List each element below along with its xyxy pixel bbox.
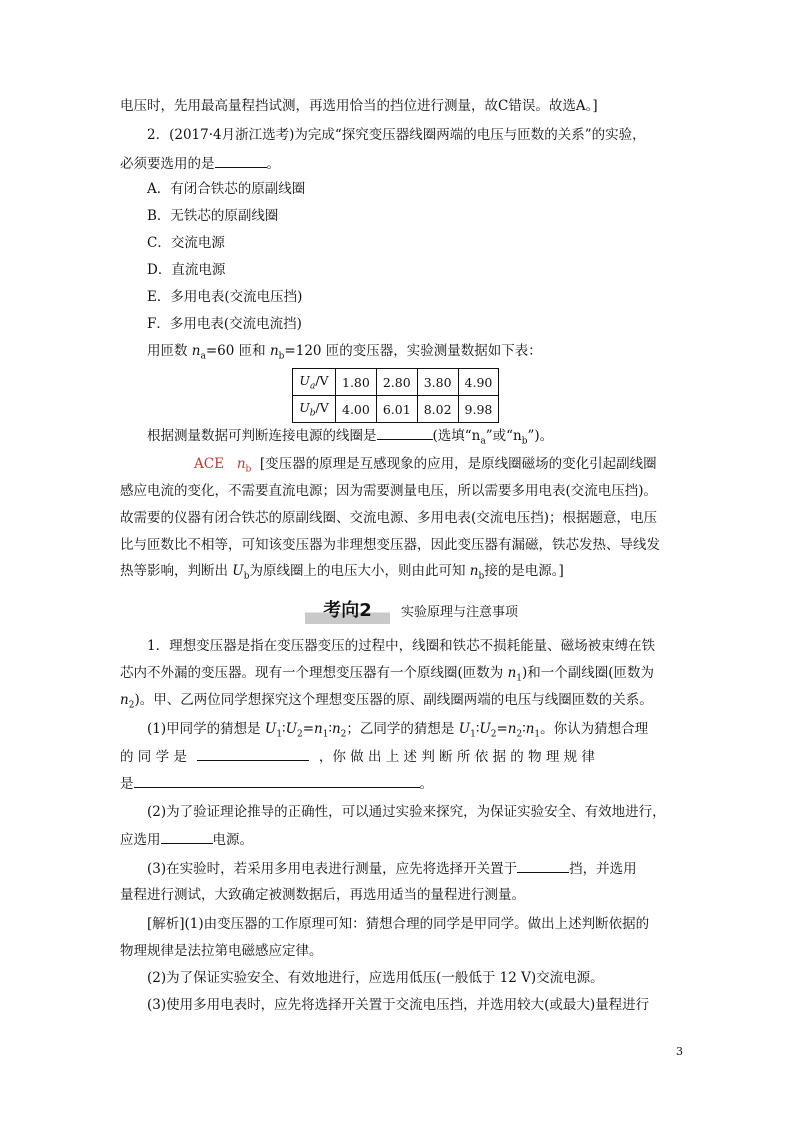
question-text: (3)在实验时，若采用多用电表进行测量，应先将选择开关置于 bbox=[147, 861, 518, 877]
symbol-u: U bbox=[299, 372, 310, 388]
q1-sub1-line3 bbox=[120, 773, 433, 794]
table-cell: 4.90 bbox=[458, 369, 499, 396]
option-d bbox=[147, 260, 225, 280]
symbol-sub: 2 bbox=[296, 729, 303, 740]
setup-text: 用匝数 bbox=[147, 343, 192, 359]
symbol-n: n bbox=[120, 692, 129, 708]
question-text: 芯内不外漏的变压器。现有一个理想变压器有一个原线圈(匝数为 bbox=[120, 665, 508, 681]
answer-blank bbox=[377, 425, 433, 440]
judge-text: ”)。 bbox=[527, 428, 554, 444]
symbol-n: n bbox=[269, 343, 279, 359]
symbol-sub: b bbox=[521, 436, 528, 447]
stem-text: 必须要选用的是 bbox=[120, 156, 215, 172]
symbol-sub: 1 bbox=[516, 673, 522, 684]
question-text: 。 bbox=[419, 776, 433, 792]
judge-text: (选填“n bbox=[432, 428, 481, 444]
symbol-sub: b bbox=[278, 351, 285, 362]
solution-text: 物理规律是法拉第电磁感应定律。 bbox=[120, 943, 323, 959]
answer-blank bbox=[215, 153, 267, 168]
judge-text: ”或“n bbox=[485, 428, 522, 444]
symbol-n: n bbox=[525, 721, 535, 737]
question-2-stem-line2 bbox=[120, 153, 280, 174]
symbol-sub: 2 bbox=[128, 700, 135, 711]
symbol-sub: 2 bbox=[340, 729, 347, 740]
answer-symbol: n bbox=[236, 456, 246, 472]
answer-blank bbox=[517, 858, 569, 873]
question-text: 挡，并选用 bbox=[569, 861, 637, 877]
page-number: 3 bbox=[676, 1045, 683, 1058]
formula-2: U bbox=[458, 721, 471, 737]
explanation-text: 为原线圈上的电压大小，则由此可知 bbox=[249, 563, 470, 579]
symbol-u: U bbox=[299, 399, 310, 415]
symbol-sub: a bbox=[309, 381, 316, 392]
measurement-table bbox=[292, 368, 499, 423]
table-row bbox=[293, 369, 499, 396]
question-text: ；乙同学的猜想是 bbox=[346, 721, 459, 737]
option-label: B．无铁芯的原副线圈 bbox=[147, 208, 279, 224]
question-text: 的 同 学 是 bbox=[120, 749, 187, 765]
table-header-cell bbox=[293, 396, 336, 423]
explanation-text: 比与匝数比不相等，可知该变压器为非理想变压器，因此变压器有漏磁，铁芯发热、导线发 bbox=[120, 537, 660, 553]
q1-line3 bbox=[120, 690, 653, 716]
symbol-sub: 1 bbox=[534, 729, 541, 740]
stem-text: 。 bbox=[266, 156, 280, 172]
option-label: C．交流电源 bbox=[147, 235, 225, 251]
symbol-sub: a bbox=[200, 351, 206, 362]
explanation-text: 接的是电源。] bbox=[484, 563, 564, 579]
symbol-sub: b bbox=[243, 571, 250, 582]
question-2-stem-text: 2．(2017·4月浙江选考)为完成“探究变压器线圈两端的电压与匝数的关系”的实验， bbox=[147, 127, 646, 143]
text-line bbox=[120, 96, 598, 116]
q1-sub1-line1: (1)甲同学的猜想是 $U_1∶U_2=n_1∶n_2$；乙同学的猜想是 $U_1∶U_2=n_2∶n_1$。你认为猜想合理 bbox=[147, 721, 649, 740]
section-title: 考向2 bbox=[305, 598, 390, 624]
symbol-n: n bbox=[469, 563, 479, 579]
symbol-sub: a bbox=[480, 436, 486, 447]
table-cell: 8.02 bbox=[417, 396, 458, 423]
symbol-n: n bbox=[507, 721, 517, 737]
option-b bbox=[147, 206, 278, 226]
answer-explanation-line1 bbox=[194, 454, 657, 480]
option-e bbox=[147, 287, 302, 307]
question-text: (1)甲同学的猜想是 bbox=[147, 721, 265, 737]
setup-text: =60 匝和 bbox=[205, 343, 270, 359]
table-cell: 1.80 bbox=[336, 369, 377, 396]
explanation-line5 bbox=[120, 561, 564, 587]
option-f bbox=[147, 314, 302, 334]
question-text: 电源。 bbox=[212, 832, 253, 848]
q1-sub2-line2 bbox=[120, 829, 253, 850]
question-text: 量程进行测试，大致确定被测数据后，再选用适当的量程进行测量。 bbox=[120, 887, 525, 903]
explanation-text: 感应电流的变化，不需要直流电源；因为需要测量电压，所以需要多用电表(交流电压挡)。 bbox=[120, 483, 658, 499]
solution-line1 bbox=[147, 914, 649, 934]
question-2-stem bbox=[147, 125, 646, 145]
judge-question bbox=[147, 425, 553, 452]
symbol-sub: b bbox=[478, 571, 485, 582]
unit: /V bbox=[315, 399, 329, 415]
question-text: (2)为了验证理论推导的正确性，可以通过实验来探究，为保证实验安全、有效地进行， bbox=[147, 804, 666, 820]
symbol-sub: b bbox=[245, 464, 252, 475]
symbol-n: n bbox=[314, 721, 323, 737]
option-label: F．多用电表(交流电流挡) bbox=[147, 316, 302, 332]
symbol-n: n bbox=[191, 343, 201, 359]
solution-line3 bbox=[147, 968, 604, 988]
question-text: ，你 做 出 上 述 判 断 所 依 据 的 物 理 规 律 bbox=[318, 749, 595, 765]
q1-sub2-line1 bbox=[147, 802, 666, 822]
explanation-text: [变压器的原理是互感现象的应用，是原线圈磁场的变化引起副线圈 bbox=[259, 456, 657, 472]
option-label: A．有闭合铁芯的原副线圈 bbox=[147, 181, 306, 197]
explanation-line4 bbox=[120, 535, 660, 555]
table-cell: 3.80 bbox=[417, 369, 458, 396]
q1-line1 bbox=[147, 636, 655, 656]
solution-line2 bbox=[120, 941, 323, 961]
symbol-u: U bbox=[285, 721, 297, 737]
symbol-n: n bbox=[331, 721, 341, 737]
question-text: 。你认为猜想合理 bbox=[540, 721, 649, 737]
judge-text: 根据测量数据可判断连接电源的线圈是 bbox=[147, 428, 377, 444]
solution-text: (2)为了保证实验安全、有效地进行，应选用低压(一般低于 12 V)交流电源。 bbox=[147, 970, 604, 986]
solution-text: [解析](1)由变压器的工作原理可知：猜想合理的同学是甲同学。做出上述判断依据的 bbox=[147, 916, 650, 932]
symbol-sub: 1 bbox=[470, 729, 476, 740]
answer-blank bbox=[134, 773, 420, 788]
setup-text: =120 匝的变压器，实验测量数据如下表： bbox=[284, 343, 542, 359]
symbol-sub: 1 bbox=[276, 729, 283, 740]
question-text: 1．理想变压器是指在变压器变压的过程中，线圈和铁芯不损耗能量、磁场被束缚在铁 bbox=[147, 638, 656, 654]
solution-line4 bbox=[147, 995, 649, 1015]
q1-line2 bbox=[120, 663, 654, 689]
experiment-setup bbox=[147, 341, 542, 367]
q1-sub1-line2 bbox=[120, 746, 595, 767]
table-cell: 6.01 bbox=[376, 396, 417, 423]
explanation-text: 故需要的仪器有闭合铁芯的原副线圈、交流电源、多用电表(交流电压挡)；根据题意，电压 bbox=[120, 510, 658, 526]
explanation-line3 bbox=[120, 508, 657, 528]
question-text: 是 bbox=[120, 776, 134, 792]
table-cell: 2.80 bbox=[376, 369, 417, 396]
symbol-n: n bbox=[507, 665, 517, 681]
option-label: E．多用电表(交流电压挡) bbox=[147, 289, 303, 305]
table-header-cell bbox=[293, 369, 336, 396]
question-text: )和一个副线圈(匝数为 bbox=[522, 665, 655, 681]
symbol-sub: 2 bbox=[490, 729, 497, 740]
option-label: D．直流电源 bbox=[147, 262, 226, 278]
table-cell: 4.00 bbox=[336, 396, 377, 423]
option-c bbox=[147, 233, 225, 253]
symbol-sub: b bbox=[309, 408, 316, 419]
q1-sub3-line1 bbox=[147, 858, 637, 879]
symbol-u: U bbox=[479, 721, 491, 737]
answer-blank bbox=[197, 746, 309, 761]
section-subtitle: 实验原理与注意事项 bbox=[401, 605, 519, 620]
q1-sub3-line2 bbox=[120, 885, 525, 905]
question-text: 应选用 bbox=[120, 832, 161, 848]
solution-text: (3)使用多用电表时，应先将选择开关置于交流电压挡，并选用较大(或最大)量程进行 bbox=[147, 997, 650, 1013]
answer-tail: 电压时，先用最高量程挡试测，再选用恰当的挡位进行测量，故C错误。故选A。] bbox=[120, 98, 598, 114]
question-text: )。甲、乙两位同学想探究这个理想变压器的原、副线圈两端的电压与线圈匝数的关系。 bbox=[134, 692, 653, 708]
formula-1: U bbox=[264, 721, 277, 737]
symbol-sub: 1 bbox=[322, 729, 329, 740]
explanation-line2 bbox=[120, 481, 657, 501]
table-row bbox=[293, 396, 499, 423]
option-a bbox=[147, 179, 305, 199]
answer-blank bbox=[161, 829, 213, 844]
table-cell: 9.98 bbox=[458, 396, 499, 423]
answer-key: ACE bbox=[194, 456, 224, 472]
symbol-u: U bbox=[232, 563, 244, 579]
explanation-text: 热等影响，判断出 bbox=[120, 563, 233, 579]
symbol-sub: 2 bbox=[516, 729, 523, 740]
unit: /V bbox=[315, 372, 329, 388]
